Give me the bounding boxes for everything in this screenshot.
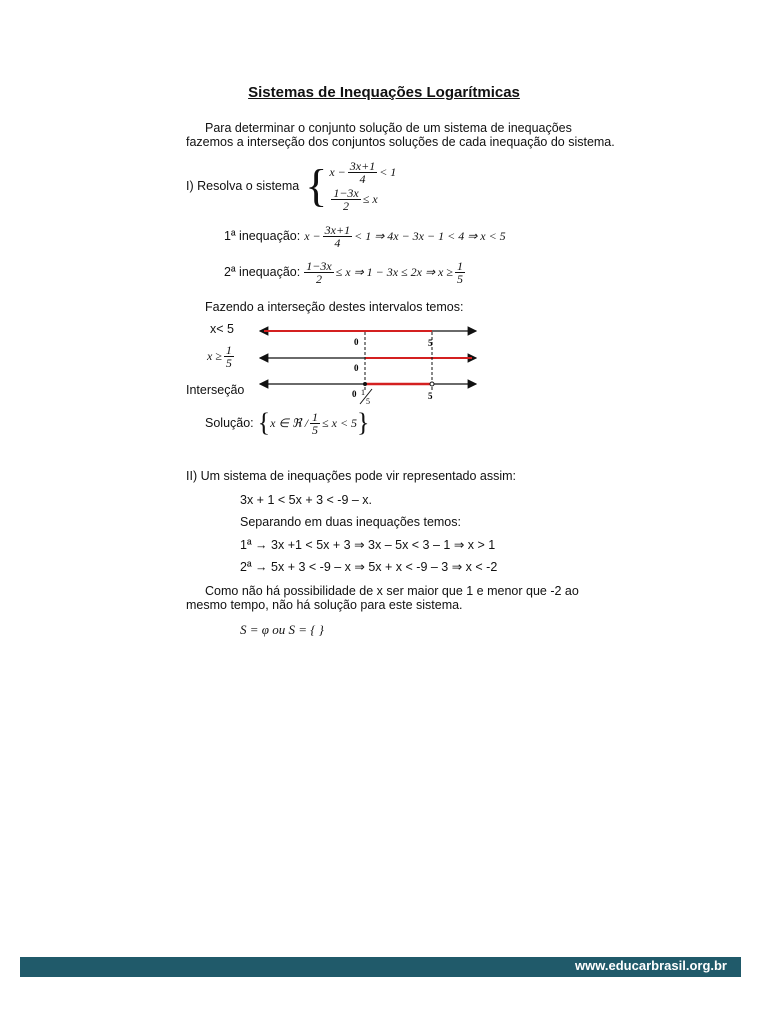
system-brace: { [305,160,328,211]
page-title: Sistemas de Inequações Logarítmicas [248,84,520,101]
solution-row [205,408,370,438]
number-lines-diagram [250,318,490,410]
line2-label-pre: x ≥ [207,349,222,363]
system-eq2-num: 1−3x [333,186,359,200]
ineq2-result-frac [455,260,465,285]
solution-brace-right: } [357,408,370,437]
tick-zero-1: 0 [354,337,359,347]
footer-url[interactable]: www.educarbrasil.org.br [575,958,727,973]
ineq2-res-num: 1 [456,259,463,273]
ineq2-label: 2ª inequação: [224,265,301,279]
line1-label: x< 5 [210,322,234,336]
system-eq1-frac [348,160,377,185]
ineq1-frac [323,224,352,249]
part2-conclusion-1: Como não há possibilidade de x ser maior que 1 e menor que -2 ao [205,584,579,598]
ineq1-den: 4 [334,236,341,250]
line2-label [207,344,236,369]
part2-system: 3x + 1 < 5x + 3 < -9 – x. [240,493,373,507]
solution-brace-left: { [257,408,271,437]
tick-five-3: 5 [428,391,433,401]
solution-pre: x ∈ ℜ / [270,415,309,430]
system-equations [329,160,396,212]
part1-label: I) Resolva o sistema [186,178,300,193]
tick-zero-3: 0 [352,389,357,399]
tick-fifth-den: 5 [366,397,370,406]
ineq2-frac [304,260,333,285]
solution-frac [310,411,320,436]
system-eq1-pre: x − [329,165,346,179]
tick-zero-2: 0 [354,363,359,373]
system-eq-1 [329,160,396,185]
intersection-text: Fazendo a interseção destes intervalos temos: [205,300,464,314]
line3-label: Interseção [186,383,245,397]
part2-conclusion-2: mesmo tempo, não há solução para este sistema. [186,598,463,612]
ineq2-den: 2 [315,272,322,286]
system-eq2-frac [331,187,360,212]
system-eq1-den: 4 [359,172,366,186]
ineq1-num: 3x+1 [324,223,351,237]
intro-line-1: Para determinar o conjunto solução de um sistema de inequações [205,121,572,135]
line2-label-frac [224,344,234,369]
system-eq-2 [329,187,396,212]
part2-second: 2ª → 5x + 3 < -9 – x ⇒ 5x + x < -9 – 3 ⇒ x < -2 [240,560,498,574]
ineq1-label: 1ª inequação: [224,229,301,243]
system-eq2-post: ≤ x [362,192,378,206]
part2-separating: Separando em duas inequações temos: [240,515,461,529]
tick-five-1: 5 [428,338,433,348]
system-block [186,160,396,212]
tick-fifth-num: 1 [361,388,365,397]
open-point-five [430,382,434,386]
solution-post: ≤ x < 5 [322,415,358,430]
system-eq2-den: 2 [343,199,350,213]
line2-label-num: 1 [225,343,232,357]
ineq2-res-den: 5 [456,272,463,286]
ineq1-pre: x − [304,229,321,243]
solution-den: 5 [312,422,319,437]
closed-point-fifth [363,382,367,386]
ineq-1-row [224,224,506,249]
ineq2-num: 1−3x [306,259,332,273]
part2-label: II) Um sistema de inequações pode vir representado assim: [186,469,517,483]
system-eq1-num: 3x+1 [349,159,376,173]
intro-line-2: fazemos a interseção dos conjuntos soluções de cada inequação do sistema. [186,135,615,149]
part2-first: 1ª → 3x +1 < 5x + 3 ⇒ 3x – 5x < 3 – 1 ⇒ x > 1 [240,538,496,552]
system-eq1-post: < 1 [379,165,397,179]
solution-label: Solução: [205,415,254,430]
ineq2-mid: ≤ x ⇒ 1 − 3x ≤ 2x ⇒ x ≥ [335,265,453,279]
solution-num: 1 [312,409,319,424]
line2-label-den: 5 [225,356,232,370]
footer-bar [20,957,741,977]
part2-answer: S = φ ou S = { } [240,622,324,637]
ineq-2-row [224,260,467,285]
ineq1-post: < 1 ⇒ 4x − 3x − 1 < 4 ⇒ x < 5 [354,229,506,243]
